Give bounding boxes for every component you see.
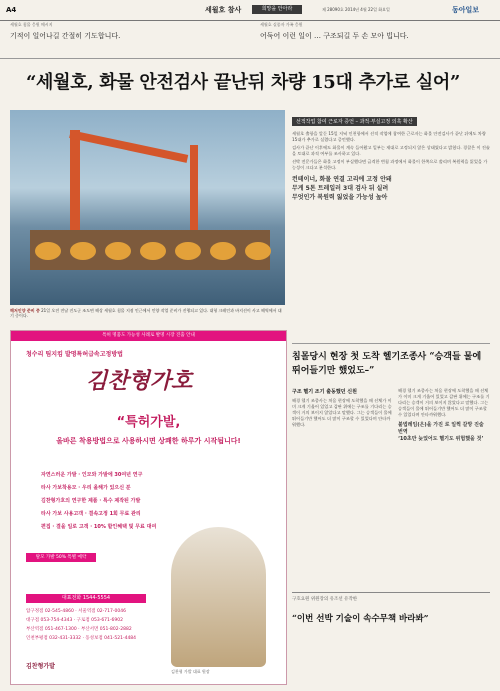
article2-side: [398, 388, 490, 443]
buoy: [105, 242, 131, 260]
crane-mast: [70, 130, 80, 240]
article2-sidebody: 해경 헬기 조종사는 처음 현장에 도착했을 때 선체가 이미 크게 기울어 있었고 갑판 위에는 구조를 기다리는 승객이 거의 보이지 않았다고 말했다. 그는 승객들이 물에 뛰어들기만 했어도 더 많이 구조할 수 있었다며 안타까워했다.: [398, 388, 490, 417]
ad-photo-caption: 김찬형 가발 대표 원장: [171, 669, 210, 674]
salvage-photo: [10, 110, 285, 305]
article2: [292, 388, 392, 428]
article2-body: 해경 헬기 조종사는 처음 현장에 도착했을 때 선체가 이미 크게 기울어 있었고 갑판 위에는 구조를 기다리는 승객이 거의 보이지 않았다고 말했다. 그는 승객들이 물에 뛰어들기만 했어도 더 많이 구조할 수 있었다며 안타까워했다.: [292, 398, 392, 427]
issue-date: 제 28090호 2014년 4월 22일 화요일: [322, 7, 390, 12]
ad-spokesperson-photo: [171, 527, 266, 667]
ad-discount-badge: 탈모 가발 50% 특별 예약: [26, 553, 96, 562]
caption-lead: 해저인양 준비 중: [10, 308, 40, 313]
buoy: [35, 242, 61, 260]
ad-feature: 자연스러운 가발 · 인모와 가발에 30여년 연구: [41, 472, 143, 478]
crane-mast: [190, 145, 198, 240]
ad-feature-list: [41, 471, 271, 536]
page-header: [0, 0, 500, 21]
ad-branch: 압구정점 02-545-4860 · 서울역점 02-717-0046: [26, 609, 126, 614]
section-title: 세월호 참사: [205, 6, 242, 14]
ad-branch: 대구점 053-754-4343 · 구로점 053-671-6902: [26, 618, 123, 623]
article-subhead: 무게 5톤 트레일러 3대 검사 뒤 실려: [292, 185, 389, 192]
message-box-right: [260, 22, 490, 55]
divider: [0, 58, 500, 59]
ad-brand: 김찬형가호: [86, 368, 193, 394]
article2-headline: 침몰당시 현장 첫 도착 헬기조종사 “승객들 물에 뛰어들기만 했었도–”: [292, 352, 482, 376]
ad-feature: 김찬형가호의 연구한 제품 · 특수 제작된 가발: [41, 498, 141, 504]
newspaper-logo: 동아일보: [452, 6, 480, 14]
quote-article: [292, 592, 490, 683]
article2-subhead: 불법레임(은)을 가진 로 일찍 갈망 진술 번역: [398, 422, 484, 435]
ad-quote-body: 올바른 착용방법으로 사용하시면 상쾌한 하루가 시작됩니다!: [56, 437, 241, 445]
main-article: [292, 108, 490, 202]
buoy: [70, 242, 96, 260]
buoy: [245, 242, 271, 260]
ad-banner: 특허 명품도 가능성 사례로 발명 시장 진출 안내: [11, 331, 286, 341]
article-kicker: 선적작업 참여 근로자 증언 – 과적·부실고정 의혹 확산: [292, 117, 417, 126]
buoy: [210, 242, 236, 260]
article-subhead: 무엇인가 복원력 잃었을 가능성 높아: [292, 194, 388, 201]
article2-minihead: 구조 헬기 조기 출동했던 신원: [292, 389, 357, 395]
article-subhead: 컨테이너, 화물 연결 고리에 고정 안돼: [292, 176, 392, 183]
caption-text: 21일 오전 전남 진도군 조도면 해상 세월호 침몰 지점 인근에서 인양 작업 준비가 진행되고 있다. 대형 크레인과 바지선이 사고 해역에서 대기 중이다.: [10, 308, 282, 318]
ad-logo: 김찬형가발: [26, 663, 55, 670]
article2-subhead: ‘10초만 늦었어도 헬기도 위험했을 것’: [398, 436, 484, 442]
message-box-left: [10, 22, 240, 55]
article-paragraph: 검사가 끝난 이후에도 화물이 계속 들어왔고 일부는 제대로 고정되지 않은 상태였다고 밝혔다. 경찰은 이 진술을 토대로 과적 여부를 조사하고 있다.: [292, 145, 490, 156]
article-paragraph: 세월호 출항을 앞둔 15일 저녁 인천항에서 선적 작업에 참여한 근로자는 화물 안전검사가 끝난 뒤에도 차량 15대가 추가로 실렸다고 증언했다.: [292, 131, 486, 142]
article-body: [292, 131, 490, 171]
ad-branch-list: [26, 608, 151, 644]
section-tag: 희망을 안아라: [252, 5, 302, 14]
photo-caption: [10, 308, 285, 324]
quote-kicker: 구호요원 위원장의 유조선 유작한: [292, 597, 358, 602]
ad-quote: [56, 411, 241, 446]
message-text: 어둑어 이런 일이 … 구조되길 두 손 모아 빕니다.: [260, 32, 409, 40]
ad-feature: 타사 가보 사용고객 · 결속고정 1회 무료 관리: [41, 511, 141, 517]
buoy: [140, 242, 166, 260]
buoy: [175, 242, 201, 260]
message-text: 기적이 일어나길 간절히 기도합니다.: [10, 32, 121, 40]
ad-phone: 대표전화 1544-5554: [26, 594, 146, 603]
ad-branch: 인천부평점 032-431-3332 · 동성보점 041-521-4484: [26, 636, 137, 641]
crane-boom: [69, 130, 188, 163]
wig-advertisement: [10, 330, 287, 685]
ad-slogan: 청수리 팀지킴 발명특허급속고정방법: [26, 351, 123, 358]
divider: [292, 343, 490, 344]
page-number: A4: [6, 6, 17, 14]
ad-feature: 편집 · 결을 일로 고객 · 10% 할인혜택 및 무료 대여: [41, 524, 157, 530]
ad-quote-title: “특허가발,: [116, 415, 181, 430]
message-label: 세월호 침몰 응원 메시지: [10, 22, 53, 27]
message-label: 세월호 실종자 가족 응원: [260, 22, 303, 27]
ad-feature: 타사 가보착용모 · 우리 올해가 있으신 분: [41, 485, 131, 491]
ad-branch: 부산역점 051-467-1300 · 부산서면 051-802-2882: [26, 627, 132, 632]
quote-headline: “이번 선박 기술이 속수무책 바라봐”: [292, 614, 429, 624]
article-paragraph: 선박 전문가들은 화물 고정이 부실했다면 급격한 변침 과정에서 화물이 한쪽으로 쏠리며 복원력을 잃었을 가능성이 크다고 분석한다.: [292, 159, 488, 170]
main-headline: “세월호, 화물 안전검사 끝난뒤 차량 15대 추가로 실어”: [26, 72, 461, 93]
